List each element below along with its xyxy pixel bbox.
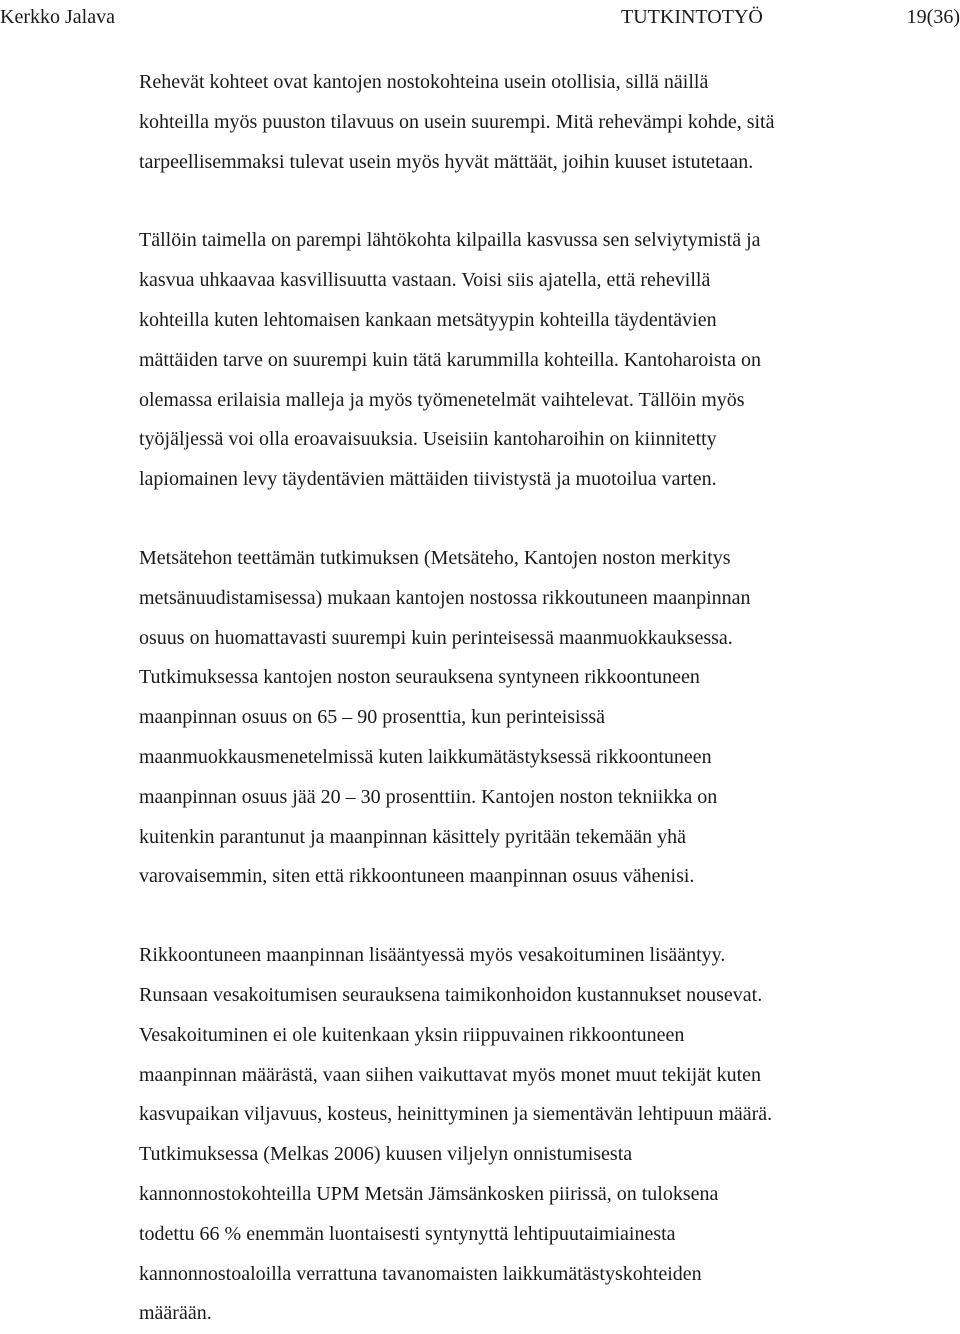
- text-line: työjäljessä voi olla eroavaisuuksia. Useisiin kantoharoihin on kiinnitetty: [139, 428, 717, 451]
- text-line: Rikkoontuneen maanpinnan lisääntyessä myös vesakoituminen lisääntyy.: [139, 944, 726, 967]
- text-line: Metsätehon teettämän tutkimuksen (Metsäteho, Kantojen noston merkitys: [139, 546, 731, 569]
- text-line: Vesakoituminen ei ole kuitenkaan yksin riippuvainen rikkoontuneen: [139, 1023, 685, 1046]
- text-line: maanpinnan osuus jää 20 – 30 prosenttiin. Kantojen noston tekniikka on: [139, 785, 718, 808]
- text-line: lapiomainen levy täydentävien mättäiden tiivistystä ja muotoilua varten.: [139, 468, 717, 491]
- text-line: Tutkimuksessa kantojen noston seurauksena syntyneen rikkoontuneen: [139, 666, 700, 689]
- document-body: [139, 63, 939, 1334]
- text-line: maanpinnan määrästä, vaan siihen vaikuttavat myös monet muut tekijät kuten: [139, 1063, 762, 1086]
- text-line: kohteilla myös puuston tilavuus on usein suurempi. Mitä rehevämpi kohde, sitä: [139, 110, 775, 133]
- text-line: osuus on huomattavasti suurempi kuin perinteisessä maanmuokkauksessa.: [139, 626, 733, 649]
- text-line: Tutkimuksessa (Melkas 2006) kuusen viljelyn onnistumisesta: [139, 1143, 633, 1166]
- text-line: metsänuudistamisessa) mukaan kantojen nostossa rikkoutuneen maanpinnan: [139, 586, 751, 609]
- text-line: kannonnostokohteilla UPM Metsän Jämsänkosken piirissä, on tuloksena: [139, 1182, 719, 1205]
- text-line: Tällöin taimella on parempi lähtökohta kilpailla kasvussa sen selviytymistä ja: [139, 229, 761, 252]
- paragraph-3: [139, 539, 939, 897]
- text-line: kasvua uhkaavaa kasvillisuutta vastaan. Voisi siis ajatella, että rehevillä: [139, 269, 711, 292]
- text-line: maanpinnan osuus on 65 – 90 prosenttia, kun perinteisissä: [139, 706, 606, 729]
- text-line: kuitenkin parantunut ja maanpinnan käsittely pyritään tekemään yhä: [139, 825, 687, 848]
- text-line: Rehevät kohteet ovat kantojen nostokohteina usein otollisia, sillä näillä: [139, 71, 709, 93]
- text-line: kohteilla kuten lehtomaisen kankaan metsätyypin kohteilla täydentävien: [139, 308, 717, 331]
- header-author: Kerkko Jalava: [0, 6, 115, 28]
- text-line: kannonnostoaloilla verrattuna tavanomaisten laikkumätästyskohteiden: [139, 1262, 702, 1285]
- paragraph-1: [139, 63, 939, 182]
- text-line: varovaisemmin, siten että rikkoontuneen maanpinnan osuus vähenisi.: [139, 865, 695, 888]
- text-line: määrään.: [139, 1302, 212, 1325]
- text-line: olemassa erilaisia malleja ja myös työmenetelmät vaihtelevat. Tällöin myös: [139, 388, 745, 411]
- text-line: kasvupaikan viljavuus, kosteus, heinittyminen ja siementävän lehtipuun määrä.: [139, 1103, 773, 1126]
- header-document-type: TUTKINTOTYÖ: [621, 6, 763, 28]
- page-header: [0, 4, 960, 30]
- text-line: tarpeellisemmaksi tulevat usein myös hyvät mättäät, joihin kuuset istutetaan.: [139, 150, 754, 173]
- header-page-number: 19(36): [906, 6, 960, 28]
- text-line: todettu 66 % enemmän luontaisesti syntynyttä lehtipuutaimiainesta: [139, 1222, 676, 1245]
- paragraph-4: [139, 936, 939, 1334]
- paragraph-2: [139, 221, 939, 500]
- text-line: mättäiden tarve on suurempi kuin tätä karummilla kohteilla. Kantoharoista on: [139, 348, 762, 371]
- text-line: maanmuokkausmenetelmissä kuten laikkumätästyksessä rikkoontuneen: [139, 745, 712, 768]
- text-line: Runsaan vesakoitumisen seurauksena taimikonhoidon kustannukset nousevat.: [139, 983, 763, 1006]
